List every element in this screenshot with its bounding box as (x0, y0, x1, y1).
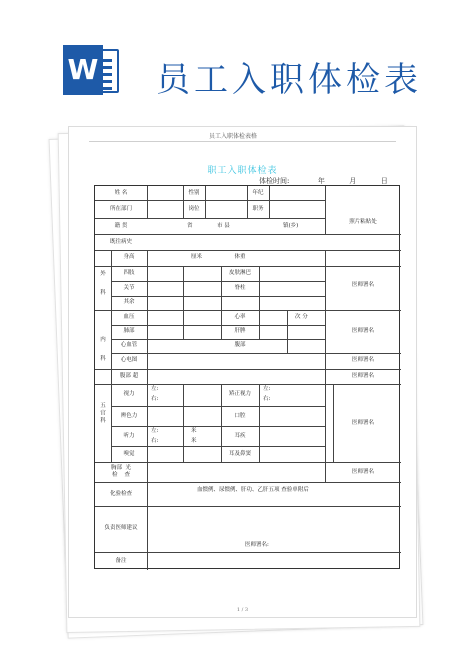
exam-year-label: 年 (317, 177, 325, 185)
label-color-vision: 辨色力 (120, 413, 138, 419)
label-remarks: 备注 (115, 558, 127, 564)
vision-left: 左: (151, 386, 159, 392)
label-nose-sinus: 耳及鼻窦 (228, 451, 252, 457)
label-corrected-vision: 矫正视力 (228, 391, 252, 397)
label-skin-lymph: 皮肤淋巴 (228, 270, 252, 276)
ultrasound-doctor-sign: 医师署名 (351, 373, 375, 379)
label-duty: 职务 (252, 206, 264, 212)
document-title: 职工入职体检表 (207, 166, 278, 176)
ent-doctor-sign: 医师署名 (351, 420, 375, 426)
height-unit: 厘米 (191, 254, 203, 260)
beats-per-minute: 次 分 (295, 314, 308, 320)
label-height: 身高 (123, 254, 135, 260)
banner-title: 员工入职体检表 (156, 60, 422, 100)
label-ent-section: 五官科 (99, 402, 105, 425)
label-ecg: 心电图 (120, 357, 138, 363)
origin-city: 市 县 (217, 223, 230, 229)
corrected-left: 左: (263, 386, 271, 392)
label-medical-history: 既往病史 (109, 239, 133, 245)
label-heart-rate: 心率 (234, 314, 246, 320)
internal-doctor-sign: 医师署名 (351, 328, 375, 334)
label-spine: 脊柱 (234, 285, 246, 291)
ecg-doctor-sign: 医师署名 (351, 357, 375, 363)
label-oral: 口腔 (234, 413, 246, 419)
vision-right: 右: (151, 396, 159, 402)
label-cardiovascular: 心血管 (120, 342, 138, 348)
exam-day-label: 日 (380, 177, 388, 185)
label-blood-pressure: 血压 (123, 314, 135, 320)
photo-placeholder: 照片粘贴处 (349, 219, 377, 225)
document-page (68, 126, 417, 618)
word-document-icon: W (63, 45, 121, 95)
label-surgery-section: 外 科 (99, 270, 105, 301)
exam-month-label: 月 (349, 177, 357, 185)
chest-doctor-sign: 医师署名 (351, 469, 375, 475)
lab-test-items: 血惯例、尿惯例、肝功、乙肝五项 查验单附后 (197, 487, 309, 493)
label-hearing: 听力 (123, 433, 135, 439)
label-abdomen: 腹部 (234, 342, 246, 348)
page-header: 员工入职体检表格 (209, 133, 258, 140)
label-weight: 体重 (234, 254, 246, 260)
origin-province: 省 (187, 223, 193, 229)
label-lab-tests: 化验检查 (109, 491, 133, 497)
corrected-right: 右: (263, 396, 271, 402)
label-chest-xray: 胸部 光 检 查 (111, 465, 131, 478)
label-liver-spleen: 肝脾 (234, 328, 246, 334)
label-name: 姓 名 (114, 190, 128, 196)
banner (0, 0, 474, 115)
exam-form-table (94, 185, 400, 569)
hearing-right-unit: 米 (191, 438, 197, 444)
label-gender: 性别 (188, 190, 200, 196)
advice-doctor-sign: 医师署名: (245, 542, 269, 548)
hearing-left: 左: (151, 428, 159, 434)
label-doctor-advice: 负责医师建议 (104, 525, 138, 531)
surgery-doctor-sign: 医师署名 (351, 282, 375, 288)
label-ear-disease: 耳疾 (234, 433, 246, 439)
label-origin: 籍 贯 (114, 223, 128, 229)
label-abdomen-ultrasound: 腹部 超 (119, 373, 139, 379)
label-smell: 嗅觉 (123, 451, 135, 457)
page-number: 1 / 3 (236, 607, 249, 613)
hearing-right: 右: (151, 438, 159, 444)
label-joints: 关节 (123, 285, 135, 291)
exam-time-label: 体检时间: (259, 177, 290, 185)
label-department: 所在部门 (109, 206, 133, 212)
label-position: 岗位 (188, 206, 200, 212)
label-lungs: 肺部 (123, 328, 135, 334)
hearing-left-unit: 米 (191, 428, 197, 434)
header-divider (89, 141, 396, 142)
label-limbs: 四肢 (123, 270, 135, 276)
origin-town: 镇(乡) (283, 223, 299, 229)
label-surgery-other: 其余 (123, 299, 135, 305)
label-vision: 视力 (123, 391, 135, 397)
label-age: 年纪 (252, 190, 264, 196)
label-internal-section: 内 科 (99, 336, 105, 367)
